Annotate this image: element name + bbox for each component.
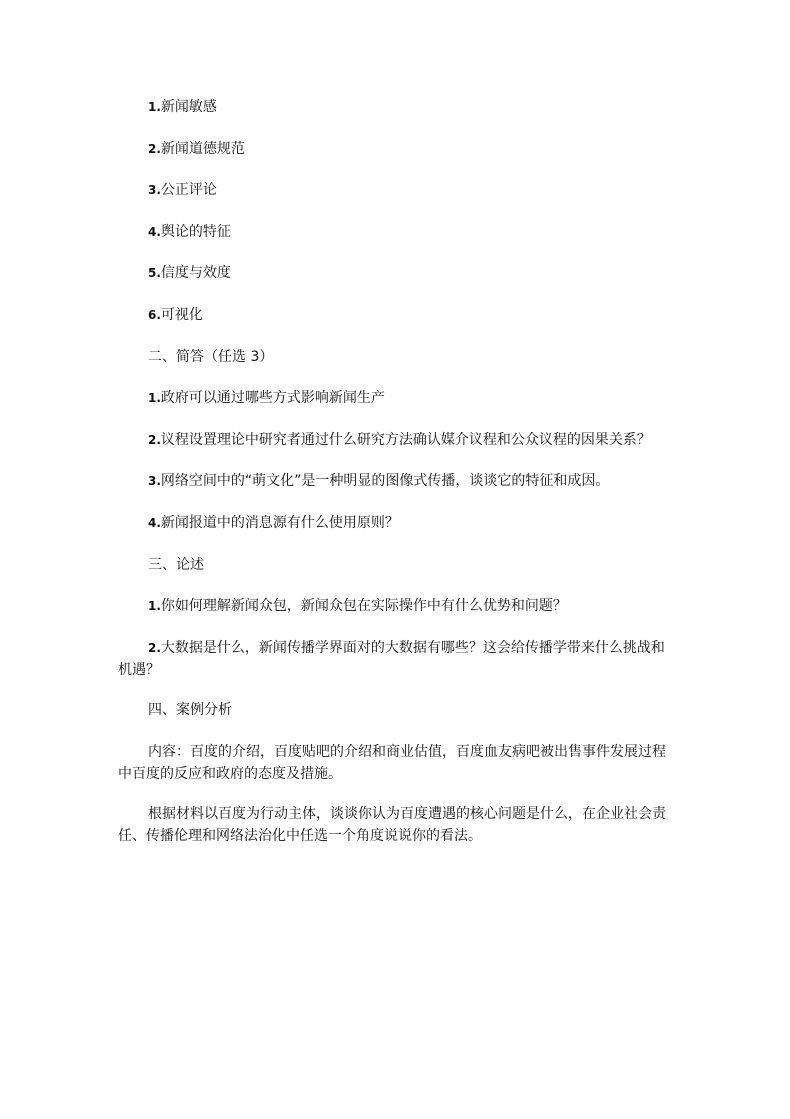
question-item: [148, 472, 609, 490]
case-content: 内容：百度的介绍，百度贴吧的介绍和商业估值，百度血友病吧被出售事件发展过程中百度的反应和政府的态度及措施。: [118, 744, 666, 782]
item-number: 5.: [148, 266, 161, 280]
question-item: [148, 514, 399, 532]
item-number: 2.: [148, 433, 161, 447]
item-number: 2.: [148, 142, 161, 156]
item-number: 3.: [148, 474, 161, 488]
item-text: 新闻报道中的消息源有什么使用原则？: [160, 515, 399, 531]
section-heading: 四、案例分析: [148, 702, 232, 718]
question-item: [148, 431, 651, 449]
item-text: 政府可以通过哪些方式影响新闻生产: [160, 390, 385, 406]
item-text: 新闻敏感: [160, 99, 217, 115]
question-item: [148, 389, 385, 407]
item-text: 公正评论: [160, 182, 217, 198]
question-item: [118, 637, 670, 681]
item-text: 你如何理解新闻众包，新闻众包在实际操作中有什么优势和问题？: [160, 598, 567, 614]
term-item: [148, 306, 203, 324]
item-number: 3.: [148, 183, 161, 197]
item-number: 1.: [148, 391, 161, 405]
term-item: [148, 140, 245, 158]
term-item: [148, 223, 231, 241]
item-number: 2.: [148, 641, 161, 655]
section-heading: 二、简答（任选 3）: [148, 349, 274, 365]
item-number: 1.: [148, 599, 161, 613]
question-item: [148, 597, 567, 615]
term-item: [148, 98, 217, 116]
term-item: [148, 264, 231, 282]
item-text: 舆论的特征: [160, 224, 231, 240]
item-number: 1.: [148, 100, 161, 114]
section-heading: 三、论述: [148, 557, 204, 573]
item-text: 大数据是什么，新闻传播学界面对的大数据有哪些？这会给传播学带来什么挑战和机遇？: [118, 640, 665, 678]
item-text: 议程设置理论中研究者通过什么研究方法确认媒介议程和公众议程的因果关系？: [160, 432, 651, 448]
case-question: 根据材料以百度为行动主体，谈谈你认为百度遭遇的核心问题是什么，在企业社会责任、传播伦理和网络法治化中任选一个角度说说你的看法。: [118, 806, 666, 844]
item-text: 信度与效度: [160, 265, 231, 281]
item-number: 4.: [148, 516, 161, 530]
item-text: 网络空间中的“萌文化”是一种明显的图像式传播，谈谈它的特征和成因。: [160, 473, 610, 489]
item-number: 6.: [148, 308, 161, 322]
item-number: 4.: [148, 225, 161, 239]
item-text: 新闻道德规范: [160, 141, 245, 157]
item-text: 可视化: [160, 307, 203, 323]
term-item: [148, 181, 217, 199]
